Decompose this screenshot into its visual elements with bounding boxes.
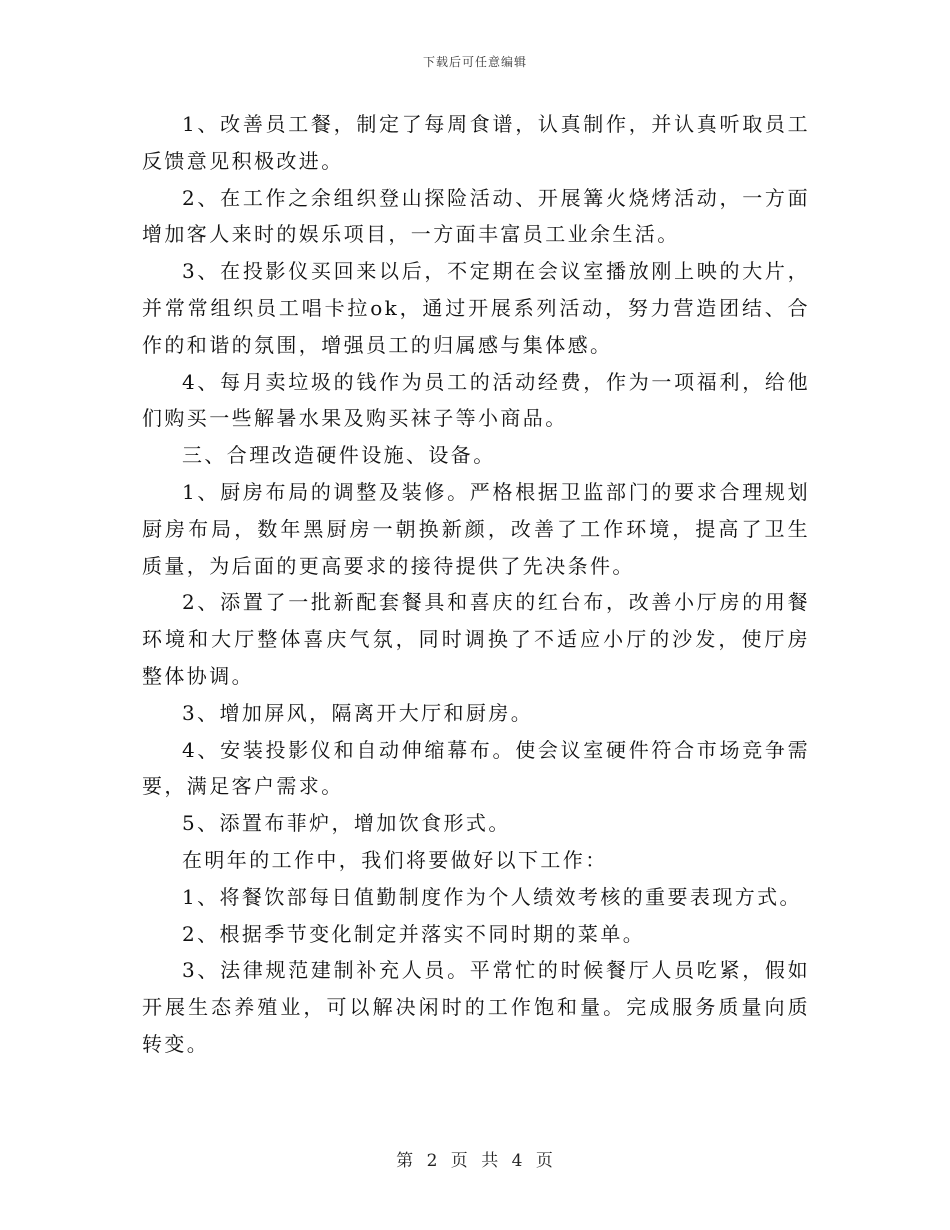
document-body — [142, 106, 810, 1063]
paragraph: 在明年的工作中，我们将要做好以下工作： — [182, 847, 608, 872]
paragraph: 1、厨房布局的调整及装修。严格根据卫监部门的要求合理规划厨房布局，数年黑厨房一朝换新颜，改善了工作环境，提高了卫生质量，为后面的更高要求的接待提供了先决条件。 — [142, 479, 810, 578]
paragraph: 3、在投影仪买回来以后，不定期在会议室播放刚上映的大片，并常常组织员工唱卡拉ok，通过开展系列活动，努力营造团结、合作的和谐的氛围，增强员工的归属感与集体感。 — [142, 259, 810, 357]
paragraph: 2、添置了一批新配套餐具和喜庆的红台布，改善小厅房的用餐环境和大厅整体喜庆气氛，同时调换了不适应小厅的沙发，使厅房整体协调。 — [142, 590, 810, 688]
paragraph: 4、安装投影仪和自动伸缩幕布。使会议室硬件符合市场竞争需要，满足客户需求。 — [142, 737, 810, 799]
paragraph: 5、添置布菲炉，增加饮食形式。 — [182, 811, 511, 836]
paragraph: 2、根据季节变化制定并落实不同时期的菜单。 — [182, 921, 646, 946]
section-heading: 三、合理改造硬件设施、设备。 — [182, 443, 496, 468]
paragraph: 1、将餐饮部每日值勤制度作为个人绩效考核的重要表现方式。 — [182, 884, 802, 909]
paragraph: 3、法律规范建制补充人员。平常忙的时候餐厅人员吃紧，假如开展生态养殖业，可以解决闲时的工作饱和量。完成服务质量向质转变。 — [142, 958, 810, 1056]
paragraph: 1、改善员工餐，制定了每周食谱，认真制作，并认真听取员工反馈意见积极改进。 — [142, 112, 810, 173]
paragraph: 2、在工作之余组织登山探险活动、开展篝火烧烤活动，一方面增加客人来时的娱乐项目，一方面丰富员工业余生活。 — [142, 185, 810, 247]
page-number: 第 2 页 共 4 页 — [396, 1151, 554, 1171]
paragraph: 4、每月卖垃圾的钱作为员工的活动经费，作为一项福利，给他们购买一些解暑水果及购买袜子等小商品。 — [142, 369, 810, 431]
page-header: 下载后可任意编辑 — [422, 55, 527, 69]
paragraph: 3、增加屏风，隔离开大厅和厨房。 — [182, 700, 534, 725]
